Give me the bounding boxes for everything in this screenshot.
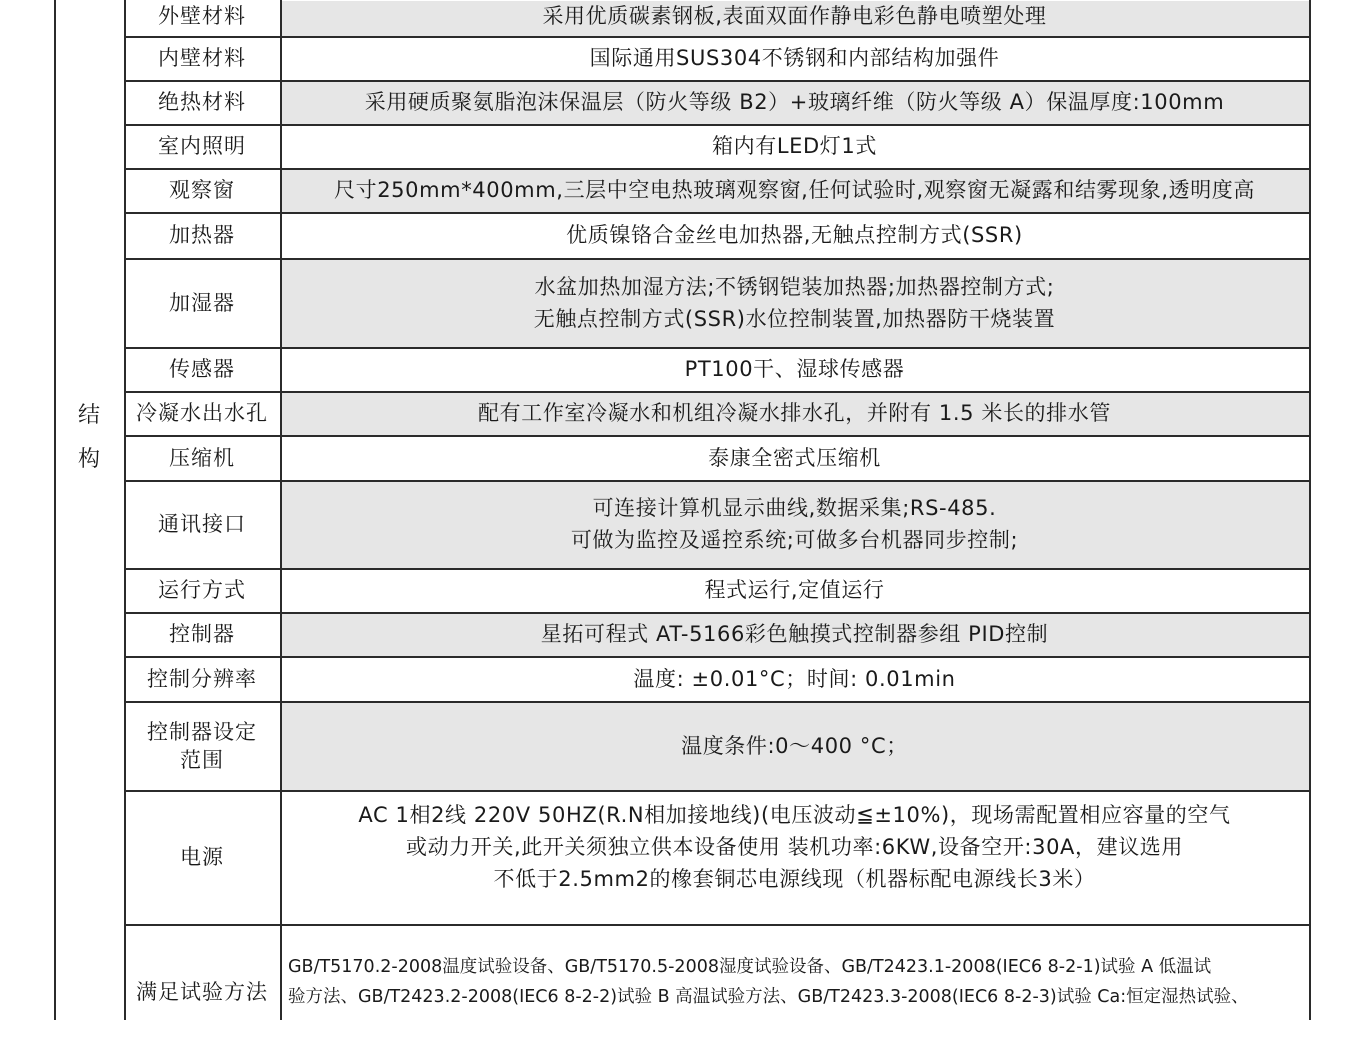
row-label-text: 运行方式 [158,578,246,602]
row-label [124,36,280,80]
row-value-text: 无触点控制方式(SSR)水位控制装置,加热器防干烧装置 [533,306,1056,331]
row-label-text: 控制器设定 [147,719,257,744]
row-value [280,36,1309,80]
row-label-text: 通讯接口 [158,512,246,536]
row-value-text: GB/T5170.2-2008温度试验设备、GB/T5170.5-2008湿度试验设备、GB/T2423.1-2008(IEC6 8-2-1)试验 A 低温试 [288,957,1212,977]
row-value-text: 温度: ±0.01°C；时间: 0.01min [633,666,956,691]
row-value [280,780,1309,914]
row-label-text: 观察窗 [169,178,235,202]
row-value-text: 优质镍铬合金丝电加热器,无触点控制方式(SSR) [566,223,1023,247]
row-value-text: 箱内有LED灯1式 [712,134,877,158]
row-label [124,391,280,435]
row-value [280,568,1309,612]
row-label [124,258,280,347]
row-value [280,701,1309,790]
row-value-text: 温度条件:0～400 °C； [681,733,908,758]
row-value-text: 程式运行,定值运行 [704,578,885,602]
row-value-text: 尺寸250mm*400mm,三层中空电热玻璃观察窗,任何试验时,观察窗无凝露和结雾现象,透明度高 [334,178,1255,202]
row-value [280,258,1309,347]
row-value-text: PT100干、湿球传感器 [684,357,905,381]
row-value [280,435,1309,480]
row-label [124,701,280,790]
row-label [124,212,280,258]
row-value [280,480,1309,568]
row-value [280,347,1309,391]
row-value-text: 验方法、GB/T2423.2-2008(IEC6 8-2-2)试验 B 高温试验方法、GB/T2423.3-2008(IEC6 8-2-3)试验 Ca:恒定湿热试验、 [288,987,1249,1007]
row-value [280,80,1309,124]
row-label [124,656,280,701]
row-label [124,924,280,1060]
row-label-text: 压缩机 [169,445,235,470]
row-label [124,435,280,480]
group-label-char: 结 [77,403,100,428]
grid-line-vertical [54,0,56,1020]
row-value [280,168,1309,212]
row-value [280,391,1309,435]
row-label [124,80,280,124]
row-value [280,656,1309,701]
row-label [124,480,280,568]
row-label [124,612,280,656]
row-value-text: 星拓可程式 AT-5166彩色触摸式控制器参组 PID控制 [540,622,1049,646]
row-label [124,0,280,36]
row-label-text: 室内照明 [158,134,246,158]
row-value-text: 不低于2.5mm2的橡套铜芯电源线现（机器标配电源线长3米） [493,867,1096,891]
row-label [124,124,280,168]
row-value [280,124,1309,168]
row-label-text: 控制器 [169,622,235,646]
row-value [280,924,1309,1060]
row-label-text: 传感器 [169,357,235,381]
row-label-text: 内壁材料 [158,46,246,70]
row-label-text: 外壁材料 [158,4,246,28]
row-label-text: 电源 [180,845,224,869]
row-label-text: 绝热材料 [158,90,246,114]
row-value-text: 采用硬质聚氨脂泡沫保温层（防火等级 B2）+玻璃纤维（防火等级 A）保温厚度:100mm [364,90,1225,114]
row-value-text: 配有工作室冷凝水和机组冷凝水排水孔，并附有 1.5 米长的排水管 [478,401,1111,425]
row-label [124,168,280,212]
grid-line-vertical [1309,0,1311,1020]
row-value-text: AC 1相2线 220V 50HZ(R.N相加接地线)(电压波动≦±10%)，现场需配置相应容量的空气 [358,803,1231,827]
row-value-text: 水盆加热加湿方法;不锈钢铠装加热器;加热器控制方式; [534,274,1055,299]
row-label-text: 范围 [180,747,224,772]
row-value-text: 或动力开关,此开关须独立供本设备使用 装机功率:6KW,设备空开:30A，建议选用 [405,835,1183,859]
row-value-text: 采用优质碳素钢板,表面双面作静电彩色静电喷塑处理 [542,4,1047,28]
group-label-structure [54,394,124,482]
row-label-text: 加热器 [169,223,235,247]
group-label-char: 构 [77,447,100,472]
row-label-text: 加湿器 [169,290,235,315]
row-value [280,612,1309,656]
row-label-text: 冷凝水出水孔 [136,401,268,425]
row-value [280,0,1309,36]
row-value-text: 可连接计算机显示曲线,数据采集;RS-485. [592,496,997,520]
row-label [124,347,280,391]
row-value [280,212,1309,258]
row-value-text: 泰康全密式压缩机 [708,445,881,470]
row-label-text: 满足试验方法 [136,980,268,1004]
row-label [124,790,280,924]
row-value-text: 可做为监控及遥控系统;可做多台机器同步控制; [570,528,1019,552]
row-value-text: 国际通用SUS304不锈钢和内部结构加强件 [589,46,1000,70]
row-label-text: 控制分辨率 [147,666,257,691]
row-label [124,568,280,612]
